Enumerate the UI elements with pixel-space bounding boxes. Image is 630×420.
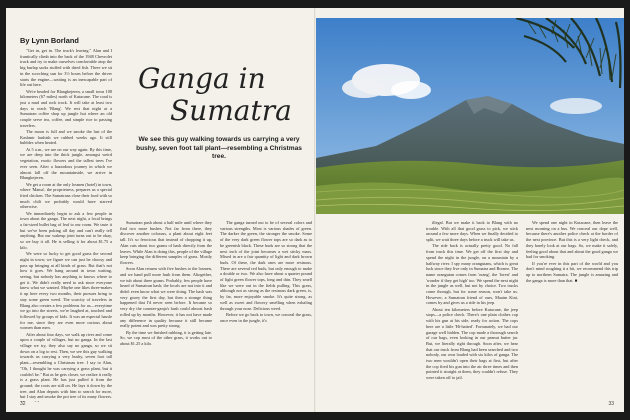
paragraph: The moon is full and we smoke the last of the Kashmir hashish we rubbed weeks ago. It still bubbles when heated. [20,129,112,146]
paragraph: We're headed for Blangkejeren, a small town 108 kilometers (67 miles) north of Kutacane. The road is just a mud and rock track. It will take at least two days to reach 'Blang'. We rest that night at a Sumatran coffee shop up jungle hut where an old couple serve tea, coffee, and simple rice to passing travelers. [20,88,112,128]
volcano-landscape-image [316,18,624,214]
paragraph: The ganga turned out to be of several colors and various strengths. Most is various shades of green. The darker the green, the stronger the smoke. Some of the very dark green flower tops are so dark as to be greenish black. These buds are so strong that the next inch of the joint becomes a wet sticky mass. Mixed in are a fair quantity of light and dark brown buds. Of these, the dark ones are more resinous. There are several red buds, but only enough to make a double or two. We also have about a quarter pound of light green flower tops, long and thin. They smell like we were out in the fields pulling. This grass, although not as strong as the resinous dark green, is, by far, more enjoyable smoke. It's quite strong, as well as sweet and flowery smelling when exhaling through your nose. Delicious weed. [220,220,312,311]
paragraph: At 5 a.m., we are on our way again. By this time, we are deep into the thick jungle, amongst weird vegetation, exotic flowers and the tallest trees I've ever seen. After a hazardous journey in which we almost fall off the mountainside, we arrive in Blangkejeren. [20,146,112,181]
text-column-4 [426,220,518,402]
article-title [126,63,306,127]
paragraph: Sumatran push about a half mile until where they find two more bushes. Not far from there, they discover another colossus, a plant about eight feet tall. It's so ferocious that instead of chopping it up, Alan cuts about two grams of hash directly from the leaves. While Alan is doing this, people of the village keep bringing the different samples of grass. Mostly flowers. [120,220,212,265]
text-column-1 [20,48,112,402]
byline: By Lynn Borland [20,36,79,45]
magazine-spread [6,8,624,412]
title-line-1: Ganga in [138,62,266,95]
paragraph: After about four days, we walk up river and come upon a couple of villages, but no ganga. In the last village we try, they also say no ganga, so we sit down on a log to rest. Then, we see this guy walking towards us carrying a very bushy, seven foot tall plant—resembling a Christmas tree. I say to Alan, "Oh, I thought he was carrying a grass plant, but it couldn't be." But as he gets closer, we realize it really is a grass plant. He has just pulled it from the ground; the roots are still on. He lays it down by the tree, and Alan departs with him to search for more, but I stay and smoke the pot tree of its many flowers. [20,331,112,400]
paragraph: We spend one night in Kutacane, then leave the next morning on a bus. We conceal our dope well, because there's another police check at the border of the next province. But this is a very light check, and they barely look at our bags. So, we make it safely, feeling good about that and about the good ganga we had for smoking. [526,220,618,260]
paragraph: Soon Alan returns with five bushes to the losmen, and we hand pull more hash from them. Altogether, we tub about three grams. Probably, few people have heard of Sumatran hash; the locals are not into it and didn't even know what we were doing. The hash was very gooey the first day, but then a strange thing happened that I'd never seen before. It became so very dry the counter-ganja's hash could almost hash rolled up by months. However, it has not have made any difference in quality because it still became really potent and was pretty strong. [120,266,212,329]
page-number-left: 32 [20,401,26,407]
paragraph: About ten kilometers before Kutacane, the jeep stops—a police check. There's one plain clothes cop with his gun at his side, ready for action. The cops here are a little 'Hi-hatted'. Fortunately, we had our garage well hidden. The cop made a thorough search of our bags, even looking in our peanut butter jar. But, we literally right through. Soon after, we hear that our truck from Blang had been searched and two nobody, our own loaded with six kilos of ganga. The two men wouldn't open their bags at first, but after the cop fired his gun into the air three times and then pointed it straight at them, they couldn't refuse. They were taken off to jail. [426,306,518,381]
text-column-5 [526,220,618,402]
paragraph: Before we go back to town, we conceal the grass, once even in the jungle, it's [220,311,312,323]
paragraph: If you're ever in this part of the world and you don't mind roughing it a bit, we recommend this trip up to northern Sumatra. The jungle is amazing and the ganga is more than that. ■ [526,260,618,283]
paragraph: By the time we finished rubbing, it is getting late. So, we cop most of the other grass, it works out to about $1.25 a kilo. [120,329,212,346]
page-number-right: 33 [608,401,614,407]
paragraph: We get a room at the only losmen (hotel) in town, where 'Mama', the proprietress, prepares us a special fried chicken. The Sumatrans close their food with so much chili we probably would have starved otherwise. [20,181,112,210]
text-column-2 [120,220,212,402]
paragraph: illegal. But we make it back to Blang with no trouble. With all that good grass to pick, we stick around a few more days. When we finally decided to split, we wait three days before a truck will take us. [426,220,518,243]
paragraph: The ride back is actually pretty good. No fall from truck this time. We get off the first day and spend the night in the jungle, on a mountain by a halfway river. I spy many orangutans, which is great luck since they live only in Sumatra and Borneo. The name orangutan comes from 'orang', the 'forest' and 'wonder if they get high' too. We spend the next night in the jungle as well, but not by choice. Two trucks come through, but for some reason, won't take us. However, a Sumatran friend of ours, Maaim Kini, comes by and gives us a ride in his jeep. [426,243,518,306]
paragraph: We were so lucky to get good grass the second night in town; we figure we can just be choosy and pass up bringing at all kinds of grass. But that's not how it goes. We hang around in town waiting, seeing, but nobody has anything to knows where to get it. We didn't really need to ask since everyone knew what we wanted. Maybe one likes three-makes it up here every two months, their pursues bring to stay some green weed. The scarcity of travelers in Blang also creates a few problems for us—everytime we go into the streets, we're laughed at, touched and followed by groups of kids. It was an especial hassle for me, since they are even more curious about women than men. [20,251,112,331]
paragraph: "Get in, get in. The truck's leaving." Alan and I frantically climb into the back of the 1948 Chevrolet truck and try to make ourselves comfortable atop the big burlap sacks stuffed with dried fish. There we sit in the scorching sun for 3½ hours before the driver starts the engine—waiting is an inescapable part of life out here. [20,48,112,88]
paragraph: We immediately begin to ask a few people in town about the ganga. The next night, a local brings a fat-sized bullet bag of leaf to our room. We taste it but we've been poking all day and can't really tell anything. But our wakeup joint turns out to be okay, so we buy it all. He is selling it for about $1.75 a kilo. [20,210,112,250]
article-deck: We see this guy walking towards us carrying a very bushy, seven foot tall plant—resembling a Christmas tree. [136,136,302,161]
volcano-photo [316,18,624,214]
text-column-3 [220,220,312,402]
title-line-2: Sumatra [170,94,292,127]
